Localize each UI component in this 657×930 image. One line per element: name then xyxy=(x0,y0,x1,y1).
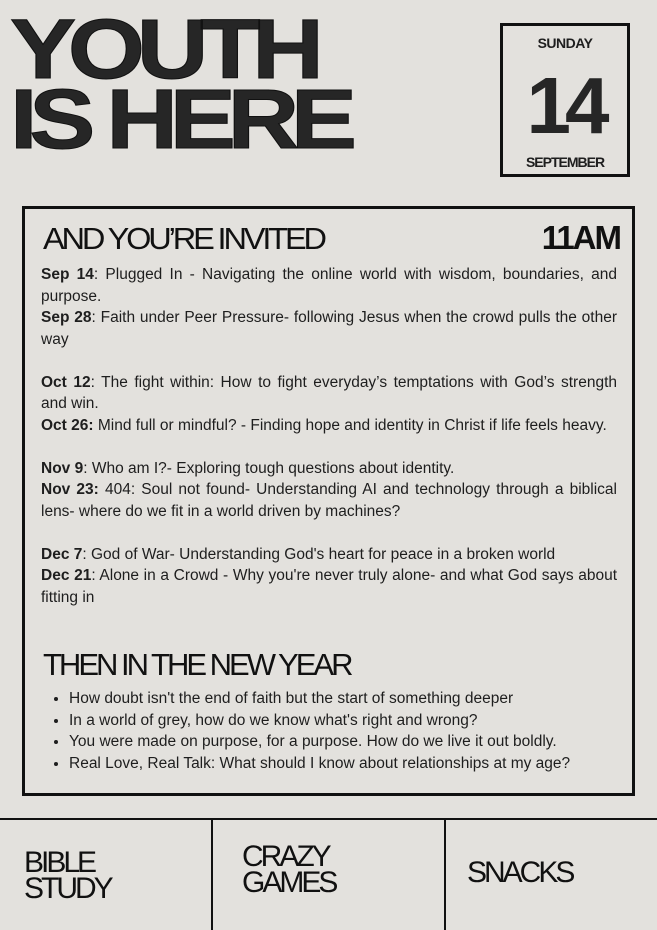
new-year-title: THEN IN THE NEW YEAR xyxy=(43,647,351,682)
session-date: Nov 9 xyxy=(41,459,84,477)
date-month: SEPTEMBER xyxy=(525,154,605,170)
session-date: Sep 14 xyxy=(41,266,94,283)
features-footer xyxy=(0,818,657,930)
headline-line-2: IS HERE xyxy=(10,72,349,166)
session-title: Who am I?- Exploring tough questions about identity. xyxy=(91,459,455,477)
session-date: Nov 23: xyxy=(41,481,99,498)
session-item: Dec 21: Alone in a Crowd - Why you're never truly alone- and what God says about fitting in xyxy=(41,567,617,606)
session-item: Nov 9: Who am I?- Exploring tough questions about identity. xyxy=(41,459,455,477)
date-box xyxy=(500,23,630,177)
session-date: Dec 21 xyxy=(41,567,92,584)
session-title: Mind full or mindful? - Finding hope and identity in Christ if life feels heavy. xyxy=(97,416,607,434)
list-item: • Real Love, Real Talk: What should I know about relationships at my age? xyxy=(69,753,649,775)
session-date: Sep 28 xyxy=(41,309,92,326)
session-title: Faith under Peer Pressure- following Jesus when the crowd pulls the other way xyxy=(41,309,617,348)
invite-title: AND YOU’RE INVITED xyxy=(43,221,324,256)
headline-line-1: YOUTH xyxy=(10,2,316,96)
session-title: Alone in a Crowd - Why you're never truly alone- and what God says about fitting in xyxy=(41,567,617,606)
session-title: Plugged In - Navigating the online world with wisdom, boundaries, and purpose. xyxy=(41,266,617,305)
session-item: Sep 28: Faith under Peer Pressure- following Jesus when the crowd pulls the other way xyxy=(41,309,617,348)
session-date: Oct 12 xyxy=(41,373,91,391)
event-time: 11AM xyxy=(541,219,620,256)
date-day: 14 xyxy=(526,61,604,150)
session-date: Oct 26: xyxy=(41,416,94,434)
schedule-panel xyxy=(22,206,635,796)
list-item: • How doubt isn't the end of faith but the start of something deeper xyxy=(69,688,649,710)
session-item: Sep 14: Plugged In - Navigating the online world with wisdom, boundaries, and purpose. xyxy=(41,266,617,305)
new-year-list xyxy=(41,688,649,774)
session-title: The fight within: How to fight everyday’s temptations with God’s strength and win. xyxy=(41,373,618,412)
session-item: Dec 7: God of War- Understanding God's heart for peace in a broken world xyxy=(41,545,556,563)
feature-crazy-games: CRAZY GAMES xyxy=(211,820,446,930)
session-date: Dec 7 xyxy=(41,545,83,563)
feature-bible-study: BIBLE STUDY xyxy=(24,846,111,905)
headline xyxy=(10,2,349,166)
session-list xyxy=(41,264,617,608)
session-title: God of War- Understanding God's heart for peace in a broken world xyxy=(91,545,556,563)
list-item: • In a world of grey, how do we know what's right and wrong? xyxy=(69,710,649,732)
session-item xyxy=(41,479,617,522)
session-item: Oct 12: The fight within: How to fight everyday’s temptations with God’s strength and win. xyxy=(41,373,618,412)
session-title: 404: Soul not found- Understanding AI and technology through a biblical lens- where do we fit in a world driven by machines? xyxy=(41,481,617,520)
list-item: • You were made on purpose, for a purpose. How do we live it out boldly. xyxy=(69,731,649,753)
date-weekday: SUNDAY xyxy=(537,35,593,51)
session-item xyxy=(41,415,617,437)
feature-snacks: SNACKS xyxy=(444,820,657,930)
